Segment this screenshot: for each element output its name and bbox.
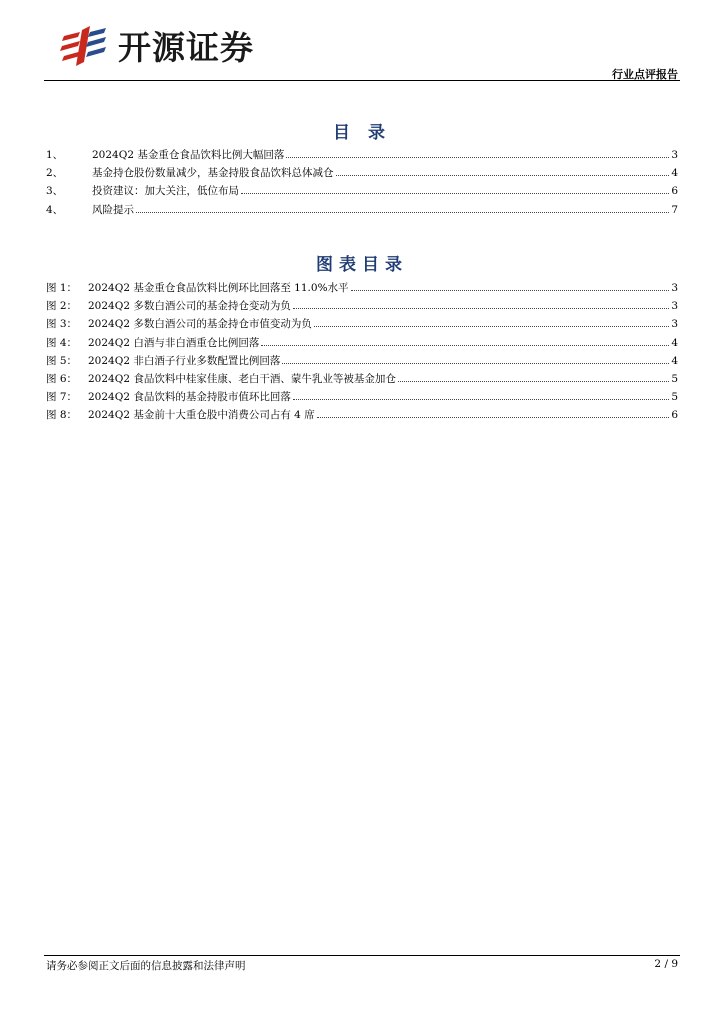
- kaiyuan-logo-icon: [60, 22, 108, 68]
- figure-table-of-contents: [46, 280, 678, 426]
- figure-toc-title: 图表目录: [316, 255, 408, 275]
- figure-label: 2024Q2 多数白酒公司的基金持仓市值变动为负: [88, 318, 312, 331]
- figure-number: 图 5：: [46, 354, 78, 367]
- dot-leader: [336, 175, 670, 176]
- toc-entry-label: 投资建议：加大关注，低位布局: [92, 185, 239, 198]
- figure-toc-entry[interactable]: [46, 335, 678, 353]
- figure-toc-entry[interactable]: [46, 280, 678, 298]
- toc-entry-page: 3: [671, 149, 678, 161]
- figure-toc-entry[interactable]: [46, 371, 678, 389]
- toc-entry[interactable]: [46, 202, 678, 220]
- dot-leader: [241, 193, 669, 194]
- dot-leader: [317, 417, 670, 418]
- toc-entry-number: 4、: [46, 203, 64, 216]
- toc-entry-number: 2、: [46, 167, 64, 180]
- dot-leader: [314, 326, 669, 327]
- dot-leader: [293, 308, 669, 309]
- toc-entry-number: 1、: [46, 149, 64, 161]
- figure-page: 5: [671, 372, 678, 385]
- figure-number: 图 3：: [46, 318, 78, 331]
- brand-name: 开源证券: [118, 27, 254, 67]
- figure-number: 图 4：: [46, 336, 78, 349]
- company-logo: [60, 22, 254, 68]
- dot-leader: [286, 157, 669, 158]
- figure-label: 2024Q2 非白酒子行业多数配置比例回落: [88, 354, 281, 367]
- figure-toc-entry[interactable]: [46, 389, 678, 407]
- figure-page: 3: [671, 282, 678, 294]
- figure-page: 6: [671, 409, 678, 422]
- table-of-contents: [46, 147, 678, 220]
- figure-toc-entry[interactable]: [46, 298, 678, 316]
- dot-leader: [293, 399, 669, 400]
- toc-entry-page: 7: [671, 203, 678, 216]
- dot-leader: [261, 345, 669, 346]
- footer-disclaimer: 请务必参阅正文后面的信息披露和法律声明: [46, 960, 246, 972]
- footer-divider: [44, 955, 680, 956]
- figure-number: 图 8：: [46, 409, 78, 422]
- figure-toc-entry[interactable]: [46, 407, 678, 425]
- toc-entry-label: 2024Q2 基金重仓食品饮料比例大幅回落: [92, 149, 285, 161]
- figure-label: 2024Q2 食品饮料的基金持股市值环比回落: [88, 391, 291, 404]
- figure-number: 图 7：: [46, 391, 78, 404]
- figure-label: 2024Q2 基金前十大重仓股中消费公司占有 4 席: [88, 409, 315, 422]
- figure-label: 2024Q2 白酒与非白酒重仓比例回落: [88, 336, 260, 349]
- toc-title: 目 录: [333, 123, 391, 143]
- figure-number: 图 6：: [46, 372, 78, 385]
- figure-number: 图 2：: [46, 300, 78, 313]
- toc-entry-label: 风险提示: [92, 203, 134, 216]
- toc-entry-page: 4: [671, 167, 678, 180]
- figure-number: 图 1：: [46, 282, 78, 294]
- figure-toc-entry[interactable]: [46, 353, 678, 371]
- toc-entry[interactable]: [46, 183, 678, 201]
- figure-label: 2024Q2 基金重仓食品饮料比例环比回落至 11.0%水平: [88, 282, 349, 294]
- header-divider: [44, 80, 680, 81]
- toc-entry-number: 3、: [46, 185, 64, 198]
- figure-page: 3: [671, 300, 678, 313]
- page-number: 2 / 9: [654, 958, 678, 970]
- figure-label: 2024Q2 食品饮料中桂家佳康、老白干酒、蒙牛乳业等被基金加仓: [88, 372, 396, 385]
- figure-page: 4: [671, 336, 678, 349]
- figure-toc-entry[interactable]: [46, 316, 678, 334]
- toc-entry[interactable]: [46, 165, 678, 183]
- figure-page: 5: [671, 391, 678, 404]
- dot-leader: [351, 290, 670, 291]
- figure-page: 3: [671, 318, 678, 331]
- dot-leader: [282, 363, 669, 364]
- figure-page: 4: [671, 354, 678, 367]
- figure-label: 2024Q2 多数白酒公司的基金持仓变动为负: [88, 300, 291, 313]
- dot-leader: [398, 381, 669, 382]
- toc-entry-page: 6: [671, 185, 678, 198]
- toc-entry-label: 基金持仓股份数量减少，基金持股食品饮料总体减仓: [92, 167, 334, 180]
- toc-entry[interactable]: [46, 147, 678, 165]
- report-type: 行业点评报告: [612, 68, 678, 81]
- dot-leader: [136, 212, 669, 213]
